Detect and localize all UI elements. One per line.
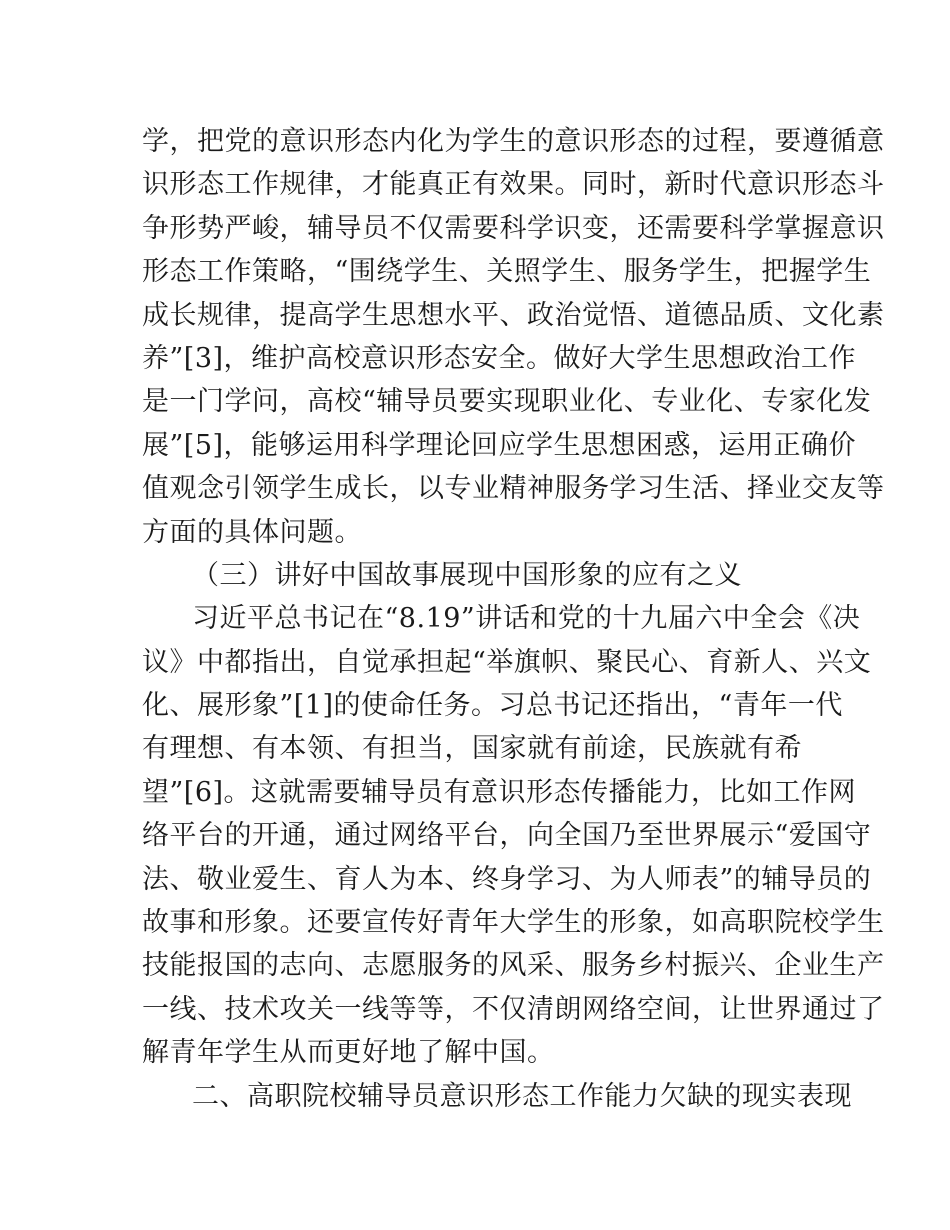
text-line: 化、展形象”[1]的使命任务。习总书记还指出，“青年一代 <box>142 690 843 722</box>
chapter-heading: 二、高职院校辅导员意识形态工作能力欠缺的现实表现 <box>192 1080 852 1112</box>
text-line: 议》中都指出，自觉承担起“举旗帜、聚民心、育新人、兴文 <box>142 646 872 678</box>
text-line: 望”[6]。这就需要辅导员有意识形态传播能力，比如工作网 <box>142 776 857 808</box>
text-line: 值观念引领学生成长，以专业精神服务学习生活、择业交友等 <box>142 473 885 505</box>
text-line: 学，把党的意识形态内化为学生的意识形态的过程，要遵循意 <box>142 126 885 157</box>
text-line: 故事和形象。还要宣传好青年大学生的形象，如高职院校学生 <box>142 907 885 939</box>
text-line: 有理想、有本领、有担当，国家就有前途，民族就有希 <box>142 733 802 765</box>
text-line: 法、敬业爱生、育人为本、终身学习、为人师表”的辅导员的 <box>142 863 872 895</box>
text-line: 解青年学生从而更好地了解中国。 <box>142 1037 555 1069</box>
text-line: 养”[3]，维护高校意识形态安全。做好大学生思想政治工作 <box>142 342 857 374</box>
text-line: 争形势严峻，辅导员不仅需要科学识变，还需要科学掌握意识 <box>142 212 885 244</box>
text-line: 习近平总书记在“8.19”讲话和党的十九届六中全会《决 <box>192 603 861 635</box>
text-line: 识形态工作规律，才能真正有效果。同时，新时代意识形态斗 <box>142 169 885 201</box>
text-line: 一线、技术攻关一线等等，不仅清朗网络空间，让世界通过了 <box>142 993 885 1025</box>
body-text <box>142 120 885 1118</box>
text-line: 展”[5]，能够运用科学理论回应学生思想困惑，运用正确价 <box>142 429 857 461</box>
text-line: 形态工作策略，“围绕学生、关照学生、服务学生，把握学生 <box>142 256 872 288</box>
text-line: 方面的具体问题。 <box>142 516 362 548</box>
text-line: 技能报国的志向、志愿服务的风采、服务乡村振兴、企业生产 <box>142 950 885 982</box>
text-line: 络平台的开通，通过网络平台，向全国乃至世界展示“爱国守 <box>142 820 872 852</box>
text-line: 是一门学问，高校“辅导员要实现职业化、专业化、专家化发 <box>142 386 872 418</box>
section-heading: （三）讲好中国故事展现中国形象的应有之义 <box>192 559 742 591</box>
text-line: 成长规律，提高学生思想水平、政治觉悟、道德品质、文化素 <box>142 299 885 331</box>
